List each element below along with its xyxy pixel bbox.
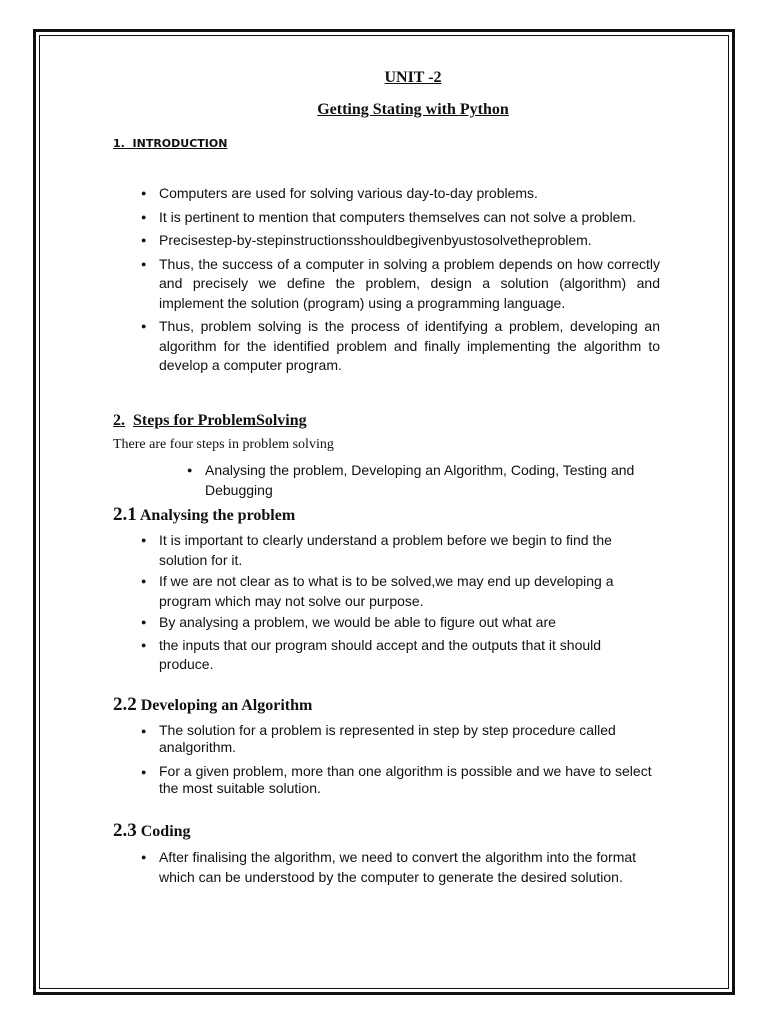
section-2-1-title: Analysing the problem xyxy=(139,507,296,524)
list-item: ● The solution for a problem is represented in step by step procedure called analgorithm. xyxy=(159,722,674,756)
section-2-2-heading xyxy=(113,694,312,716)
section-2-3-number: 2.3 xyxy=(113,820,137,841)
unit-title: UNIT -2 xyxy=(384,69,442,86)
section-2-1-number: 2.1 xyxy=(113,504,137,525)
section-2-1-bullet-list xyxy=(159,531,659,675)
list-item: ● It is pertinent to mention that computers themselves can not solve a problem. xyxy=(159,208,689,228)
list-item: ● Precisestep-by-stepinstructionsshouldbegivenbyustosolvetheproblem. xyxy=(159,231,689,251)
list-item: ● Computers are used for solving various day-to-day problems. xyxy=(159,184,689,204)
list-item: ● After finalising the algorithm, we need to convert the algorithm into the format which can be understood by the computer to generate the desired solution. xyxy=(159,848,649,887)
section-1-bullet-list xyxy=(159,184,689,376)
list-item: ● Thus, the success of a computer in solving a problem depends on how correctly and precisely we define the problem, design a solution (algorithm) and implement the solution (program) using a programming language. xyxy=(159,255,660,314)
section-2-3-heading xyxy=(113,820,191,842)
section-2-1-heading xyxy=(113,504,295,526)
list-item: ● the inputs that our program should accept and the outputs that it should produce. xyxy=(159,636,654,675)
list-item: ● By analysing a problem, we would be able to figure out what are xyxy=(159,613,659,633)
section-2-bullet-list xyxy=(205,461,665,500)
section-2-3-title: Coding xyxy=(140,823,191,840)
section-2-3-bullet-list xyxy=(159,848,649,887)
section-2-heading xyxy=(113,412,307,430)
document-subtitle: Getting Stating with Python xyxy=(317,101,509,118)
section-2-intro: There are four steps in problem solving xyxy=(113,437,334,452)
list-item: ● If we are not clear as to what is to be solved,we may end up developing a program which may not solve our purpose. xyxy=(159,572,659,611)
section-1-number: 1. xyxy=(113,137,125,150)
section-2-title: Steps for ProblemSolving xyxy=(133,412,307,429)
list-item: ● Thus, problem solving is the process of identifying a problem, developing an algorithm for the identified problem and finally implementing the algorithm to develop a computer program. xyxy=(159,317,660,376)
list-item: ● It is important to clearly understand a problem before we begin to find the solution for it. xyxy=(159,531,639,570)
list-item: ● For a given problem, more than one algorithm is possible and we have to select the most suitable solution. xyxy=(159,763,674,797)
section-1-heading xyxy=(113,137,227,150)
list-item: ● Analysing the problem, Developing an Algorithm, Coding, Testing and Debugging xyxy=(205,461,665,500)
section-2-2-number: 2.2 xyxy=(113,694,137,715)
section-2-2-title: Developing an Algorithm xyxy=(140,697,313,714)
section-2-2-bullet-list xyxy=(159,722,674,797)
section-2-number: 2. xyxy=(113,412,125,429)
section-1-title: INTRODUCTION xyxy=(132,137,228,150)
